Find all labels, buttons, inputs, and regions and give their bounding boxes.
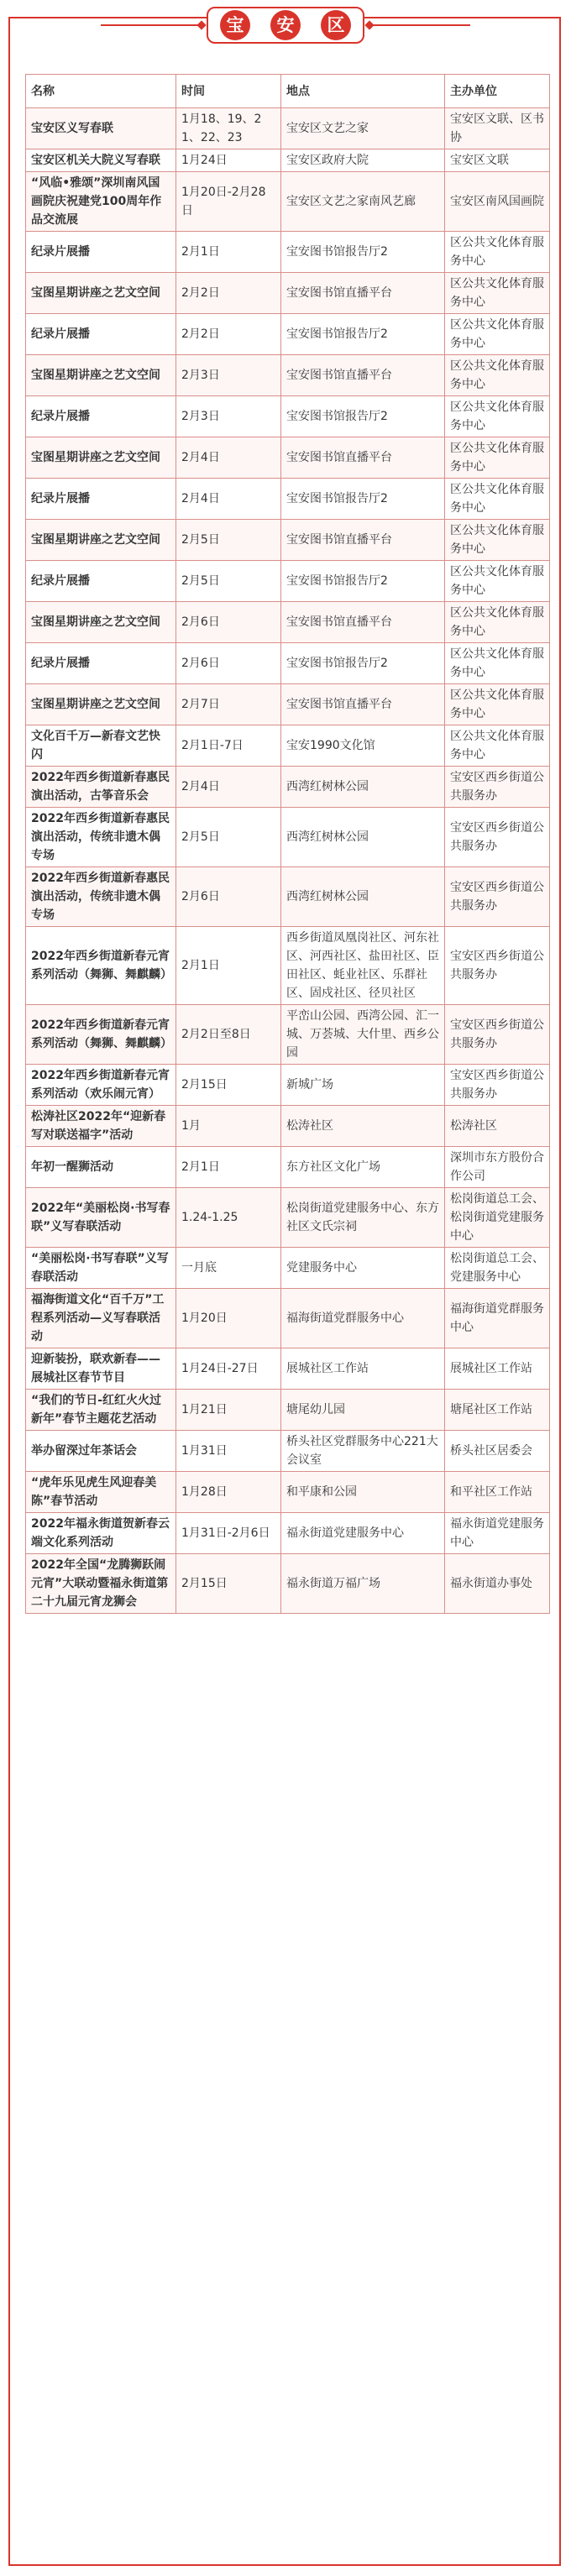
event-organizer-cell: 区公共文化体育服务中心: [445, 561, 550, 602]
event-name-cell: “风临•雅颂”深圳南风国画院庆祝建党100周年作品交流展: [26, 172, 176, 232]
event-name-cell: 文化百千万—新春文艺快闪: [26, 725, 176, 767]
event-time-cell: 2月2日至8日: [176, 1005, 281, 1065]
header-organizer: 主办单位: [445, 75, 550, 108]
event-name-cell: 纪录片展播: [26, 314, 176, 355]
event-location-cell: 宝安区文艺之家南风艺廊: [281, 172, 445, 232]
table-header-row: [26, 75, 550, 108]
event-location-cell: 西湾红树林公园: [281, 767, 445, 808]
event-name-cell: 宝图星期讲座之艺文空间: [26, 437, 176, 479]
event-location-cell: 宝安图书馆报告厅2: [281, 561, 445, 602]
event-location-cell: 党建服务中心: [281, 1248, 445, 1289]
event-organizer-cell: 宝安区文联: [445, 149, 550, 172]
event-time-cell: 2月6日: [176, 602, 281, 643]
event-location-cell: 西湾红树林公园: [281, 808, 445, 867]
header-time: 时间: [176, 75, 281, 108]
event-time-cell: 1月28日: [176, 1472, 281, 1513]
events-table: [25, 74, 550, 1614]
event-organizer-cell: 宝安区西乡街道公共服务办: [445, 867, 550, 927]
event-location-cell: 宝安图书馆直播平台: [281, 355, 445, 396]
event-name-cell: 松涛社区2022年“迎新春写对联送福字”活动: [26, 1106, 176, 1147]
table-row: [26, 1005, 550, 1065]
table-row: [26, 1147, 550, 1188]
event-name-cell: 纪录片展播: [26, 561, 176, 602]
event-time-cell: 2月5日: [176, 808, 281, 867]
event-time-cell: 2月4日: [176, 437, 281, 479]
event-location-cell: 宝安1990文化馆: [281, 725, 445, 767]
event-time-cell: 2月3日: [176, 396, 281, 437]
event-name-cell: 2022年西乡街道新春惠民演出活动，传统非遗木偶专场: [26, 808, 176, 867]
table-row: [26, 1188, 550, 1248]
diamond-ornament-icon: [364, 20, 374, 29]
event-organizer-cell: 区公共文化体育服务中心: [445, 643, 550, 684]
event-organizer-cell: 宝安区南风国画院: [445, 172, 550, 232]
table-row: [26, 314, 550, 355]
event-location-cell: 平峦山公园、西湾公园、汇一城、万荟城、大什里、西乡公园: [281, 1005, 445, 1065]
event-location-cell: 宝安图书馆直播平台: [281, 602, 445, 643]
table-row: [26, 273, 550, 314]
event-time-cell: 2月6日: [176, 867, 281, 927]
event-time-cell: 2月2日: [176, 314, 281, 355]
event-organizer-cell: 福永街道党建服务中心: [445, 1513, 550, 1554]
table-row: [26, 479, 550, 520]
event-organizer-cell: 福海街道党群服务中心: [445, 1289, 550, 1348]
event-name-cell: 宝图星期讲座之艺文空间: [26, 273, 176, 314]
event-name-cell: 2022年西乡街道新春元宵系列活动（欢乐闹元宵）: [26, 1065, 176, 1106]
event-time-cell: 1月21日: [176, 1390, 281, 1431]
diamond-ornament-icon: [196, 20, 206, 29]
event-name-cell: 2022年西乡街道新春元宵系列活动（舞狮、舞麒麟）: [26, 927, 176, 1005]
event-name-cell: 举办留深过年茶话会: [26, 1431, 176, 1472]
event-organizer-cell: 宝安区文联、区书协: [445, 108, 550, 149]
event-location-cell: 宝安图书馆报告厅2: [281, 396, 445, 437]
event-name-cell: 2022年全国“龙腾狮跃闹元宵”大联动暨福永街道第二十九届元宵龙狮会: [26, 1554, 176, 1614]
event-time-cell: 2月4日: [176, 479, 281, 520]
event-location-cell: 宝安图书馆直播平台: [281, 684, 445, 725]
event-name-cell: 2022年西乡街道新春惠民演出活动，传统非遗木偶专场: [26, 867, 176, 927]
table-row: [26, 1348, 550, 1390]
event-time-cell: 2月3日: [176, 355, 281, 396]
table-row: [26, 561, 550, 602]
event-location-cell: 新城广场: [281, 1065, 445, 1106]
event-time-cell: 2月5日: [176, 520, 281, 561]
table-row: [26, 1472, 550, 1513]
event-name-cell: 宝图星期讲座之艺文空间: [26, 684, 176, 725]
event-name-cell: 宝安区义写春联: [26, 108, 176, 149]
event-organizer-cell: 区公共文化体育服务中心: [445, 520, 550, 561]
event-name-cell: 宝图星期讲座之艺文空间: [26, 520, 176, 561]
table-row: [26, 1554, 550, 1614]
event-location-cell: 东方社区文化广场: [281, 1147, 445, 1188]
event-time-cell: 1月24日-27日: [176, 1348, 281, 1390]
event-location-cell: 西乡街道凤凰岗社区、河东社区、河西社区、盐田社区、臣田社区、蚝业社区、乐群社区、固戍社区、径贝社区: [281, 927, 445, 1005]
event-organizer-cell: 宝安区西乡街道公共服务办: [445, 808, 550, 867]
header-location: 地点: [281, 75, 445, 108]
event-location-cell: 桥头社区党群服务中心221大会议室: [281, 1431, 445, 1472]
title-char: 区: [321, 10, 351, 40]
event-organizer-cell: 区公共文化体育服务中心: [445, 437, 550, 479]
event-time-cell: 1月: [176, 1106, 281, 1147]
table-row: [26, 149, 550, 172]
event-organizer-cell: 区公共文化体育服务中心: [445, 602, 550, 643]
event-location-cell: 宝安图书馆直播平台: [281, 437, 445, 479]
event-location-cell: 宝安图书馆报告厅2: [281, 643, 445, 684]
table-row: [26, 808, 550, 867]
event-organizer-cell: 深圳市东方股份合作公司: [445, 1147, 550, 1188]
table-row: [26, 396, 550, 437]
event-name-cell: 纪录片展播: [26, 479, 176, 520]
table-row: [26, 520, 550, 561]
table-row: [26, 1513, 550, 1554]
table-row: [26, 1248, 550, 1289]
table-row: [26, 684, 550, 725]
event-time-cell: 1月18、19、21、22、23: [176, 108, 281, 149]
event-name-cell: 2022年福永街道贺新春云端文化系列活动: [26, 1513, 176, 1554]
table-row: [26, 1289, 550, 1348]
table-row: [26, 602, 550, 643]
table-row: [26, 1065, 550, 1106]
table-row: [26, 437, 550, 479]
event-organizer-cell: 区公共文化体育服务中心: [445, 355, 550, 396]
event-organizer-cell: 区公共文化体育服务中心: [445, 684, 550, 725]
event-time-cell: 1月20日-2月28日: [176, 172, 281, 232]
event-organizer-cell: 区公共文化体育服务中心: [445, 396, 550, 437]
event-organizer-cell: 松涛社区: [445, 1106, 550, 1147]
event-time-cell: 2月1日-7日: [176, 725, 281, 767]
event-name-cell: 2022年“美丽松岗·书写春联”义写春联活动: [26, 1188, 176, 1248]
event-time-cell: 1月31日: [176, 1431, 281, 1472]
event-location-cell: 宝安图书馆报告厅2: [281, 479, 445, 520]
header-name: 名称: [26, 75, 176, 108]
table-row: [26, 108, 550, 149]
event-name-cell: 迎新装扮，联欢新春——展城社区春节节目: [26, 1348, 176, 1390]
event-location-cell: 和平康和公园: [281, 1472, 445, 1513]
event-name-cell: 纪录片展播: [26, 643, 176, 684]
title-divider-left: [101, 24, 202, 26]
title-char: 安: [270, 10, 301, 40]
event-organizer-cell: 宝安区西乡街道公共服务办: [445, 767, 550, 808]
table-row: [26, 643, 550, 684]
event-location-cell: 宝安图书馆直播平台: [281, 520, 445, 561]
event-location-cell: 松涛社区: [281, 1106, 445, 1147]
event-organizer-cell: 宝安区西乡街道公共服务办: [445, 1065, 550, 1106]
event-name-cell: “虎年乐见虎生风迎春美陈”春节活动: [26, 1472, 176, 1513]
event-location-cell: 宝安图书馆报告厅2: [281, 314, 445, 355]
event-name-cell: 纪录片展播: [26, 396, 176, 437]
table-row: [26, 172, 550, 232]
event-organizer-cell: 松岗街道总工会、党建服务中心: [445, 1248, 550, 1289]
event-organizer-cell: 宝安区西乡街道公共服务办: [445, 927, 550, 1005]
event-location-cell: 塘尾幼儿园: [281, 1390, 445, 1431]
event-time-cell: 2月15日: [176, 1554, 281, 1614]
table-row: [26, 232, 550, 273]
event-location-cell: 宝安区文艺之家: [281, 108, 445, 149]
event-name-cell: “我们的节日-红红火火过新年”春节主题花艺活动: [26, 1390, 176, 1431]
event-time-cell: 2月1日: [176, 927, 281, 1005]
event-name-cell: 宝安区机关大院义写春联: [26, 149, 176, 172]
table-row: [26, 1106, 550, 1147]
event-organizer-cell: 福永街道办事处: [445, 1554, 550, 1614]
event-time-cell: 2月2日: [176, 273, 281, 314]
event-organizer-cell: 区公共文化体育服务中心: [445, 314, 550, 355]
event-organizer-cell: 区公共文化体育服务中心: [445, 479, 550, 520]
event-time-cell: 2月7日: [176, 684, 281, 725]
event-name-cell: 福海街道文化“百千万”工程系列活动—义写春联活动: [26, 1289, 176, 1348]
event-time-cell: 一月底: [176, 1248, 281, 1289]
event-name-cell: 宝图星期讲座之艺文空间: [26, 355, 176, 396]
section-title: [0, 0, 571, 50]
event-time-cell: 2月1日: [176, 1147, 281, 1188]
title-char: 宝: [220, 10, 250, 40]
event-location-cell: 宝安图书馆直播平台: [281, 273, 445, 314]
event-location-cell: 福永街道万福广场: [281, 1554, 445, 1614]
event-time-cell: 2月5日: [176, 561, 281, 602]
event-location-cell: 展城社区工作站: [281, 1348, 445, 1390]
event-time-cell: 2月4日: [176, 767, 281, 808]
event-time-cell: 1月24日: [176, 149, 281, 172]
event-organizer-cell: 松岗街道总工会、松岗街道党建服务中心: [445, 1188, 550, 1248]
event-organizer-cell: 和平社区工作站: [445, 1472, 550, 1513]
event-location-cell: 福永街道党建服务中心: [281, 1513, 445, 1554]
event-name-cell: 2022年西乡街道新春惠民演出活动，古筝音乐会: [26, 767, 176, 808]
event-organizer-cell: 区公共文化体育服务中心: [445, 273, 550, 314]
event-organizer-cell: 区公共文化体育服务中心: [445, 725, 550, 767]
event-time-cell: 1.24-1.25: [176, 1188, 281, 1248]
table-row: [26, 1390, 550, 1431]
event-organizer-cell: 宝安区西乡街道公共服务办: [445, 1005, 550, 1065]
event-organizer-cell: 塘尾社区工作站: [445, 1390, 550, 1431]
event-location-cell: 松岗街道党建服务中心、东方社区文氏宗祠: [281, 1188, 445, 1248]
event-name-cell: “美丽松岗·书写春联”义写春联活动: [26, 1248, 176, 1289]
event-location-cell: 宝安图书馆报告厅2: [281, 232, 445, 273]
event-name-cell: 纪录片展播: [26, 232, 176, 273]
events-table-body: [26, 75, 550, 1614]
event-location-cell: 西湾红树林公园: [281, 867, 445, 927]
table-row: [26, 355, 550, 396]
table-row: [26, 1431, 550, 1472]
table-row: [26, 767, 550, 808]
event-time-cell: 2月1日: [176, 232, 281, 273]
title-divider-right: [369, 24, 470, 26]
event-time-cell: 1月31日-2月6日: [176, 1513, 281, 1554]
event-location-cell: 福海街道党群服务中心: [281, 1289, 445, 1348]
event-organizer-cell: 区公共文化体育服务中心: [445, 232, 550, 273]
event-time-cell: 2月6日: [176, 643, 281, 684]
event-time-cell: 2月15日: [176, 1065, 281, 1106]
event-name-cell: 2022年西乡街道新春元宵系列活动（舞狮、舞麒麟）: [26, 1005, 176, 1065]
event-location-cell: 宝安区政府大院: [281, 149, 445, 172]
event-name-cell: 宝图星期讲座之艺文空间: [26, 602, 176, 643]
event-organizer-cell: 桥头社区居委会: [445, 1431, 550, 1472]
table-row: [26, 725, 550, 767]
event-name-cell: 年初一醒狮活动: [26, 1147, 176, 1188]
table-row: [26, 927, 550, 1005]
table-row: [26, 867, 550, 927]
event-organizer-cell: 展城社区工作站: [445, 1348, 550, 1390]
event-time-cell: 1月20日: [176, 1289, 281, 1348]
